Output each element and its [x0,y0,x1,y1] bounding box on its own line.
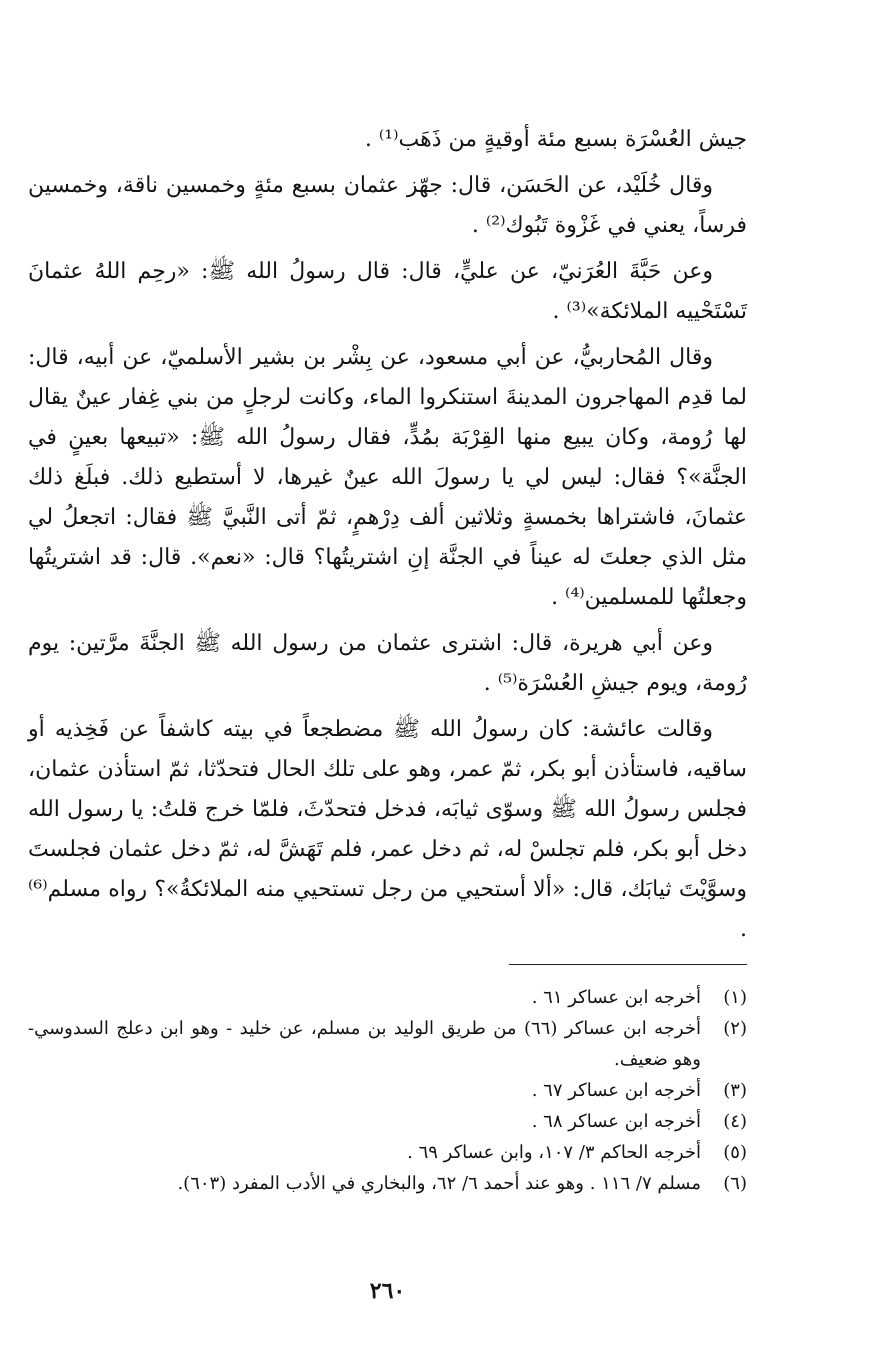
footnote-text: أخرجه الحاكم ٣/ ١٠٧، وابن عساكر ٦٩ . [407,1142,701,1163]
footnote-text: أخرجه ابن عساكر ٦٧ . [531,1080,701,1101]
footnote-6 [28,1168,747,1199]
footnote-4 [28,1106,747,1137]
main-text [28,120,747,950]
paragraph-5: وعن أبي هريرة، قال: اشترى عثمان من رسول الله ﷺ الجنَّةَ مرَّتين: يوم رُومة، ويوم جيشِ العُسْرَة⁽⁵⁾ . [28,631,747,696]
footnote-text: أخرجه ابن عساكر ٦٨ . [531,1111,701,1132]
footnote-number: (٤) [723,1111,747,1132]
footnote-number: (٣) [723,1080,747,1101]
paragraph-1: جيش العُسْرَة بسبع مئة أوقيةٍ من ذَهَب⁽¹⁾ . [364,127,747,152]
paragraph-2: وقال خُلَيْد، عن الحَسَن، قال: جهّز عثمان بسبع مئةٍ وخمسين ناقة، وخمسين فرساً، يعني في غَزْوة تَبُوك⁽²⁾ . [28,173,747,238]
footnote-text: أخرجه ابن عساكر ٦١ . [531,987,701,1008]
paragraph-4: وقال المُحاربيُّ، عن أبي مسعود، عن بِشْر بن بشير الأسلميّ، عن أبيه، قال: لما قدِم المهاجرون المدينةَ استنكروا الماء، وكانت لرجلٍ من بني غِفار عينٌ يقال لها رُومة، وكان يبيع منها القِرْبَة بمُدٍّ، فقال رسولُ الله ﷺ: «تبيعها بعينٍ في الجنَّة»؟ فقال: ليس لي يا رسولَ الله عينٌ غيرها، لا أستطيع ذلك. فبلَغ ذلك عثمانَ، فاشتراها بخمسةٍ وثلاثين ألف دِرْهمٍ، ثمّ أتى النَّبيَّ ﷺ فقال: اتجعلُ لي مثل الذي جعلتَ له عيناً في الجنَّة إنِ اشتريتُها؟ قال: «نعم». قال: قد اشتريتُها وجعلتُها للمسلمين⁽⁴⁾ . [28,345,747,610]
paragraph-3: وعن حَبَّةَ العُرَنيّ، عن عليٍّ، قال: قال رسولُ الله ﷺ: «رحِم اللهُ عثمانَ تَسْتَحْييه الملائكة»⁽³⁾ . [28,259,747,324]
footnote-5 [28,1137,747,1168]
footnote-number: (٢) [723,1018,747,1039]
book-page [28,120,747,1370]
footnote-number: (٦) [723,1173,747,1194]
footnote-text: مسلم ٧/ ١١٦ . وهو عند أحمد ٦/ ٦٢، والبخاري في الأدب المفرد (٦٠٣). [177,1173,701,1194]
footnote-text: أخرجه ابن عساكر (٦٦) من طريق الوليد بن مسلم، عن خليد - وهو ابن دعلج السدوسي- وهو ضعيف. [28,1018,701,1070]
footnote-1 [28,982,747,1013]
footnote-number: (١) [723,987,747,1008]
footnote-number: (٥) [723,1142,747,1163]
footnotes [28,982,747,1199]
footnote-2 [28,1013,747,1075]
footnote-separator [509,964,747,965]
footnote-3 [28,1075,747,1106]
page-number: ٢٦٠ [369,1278,406,1304]
paragraph-6: وقالت عائشة: كان رسولُ الله ﷺ مضطجعاً في بيته كاشفاً عن فَخِذيه أو ساقيه، فاستأذن أبو بكر، ثمّ عمر، وهو على تلك الحال فتحدّثا، ثمّ استأذن عثمان، فجلس رسولُ الله ﷺ وسوّى ثيابَه، فدخل فتحدّثَ، فلمّا خرج قلتُ: يا رسول الله دخل أبو بكر، فلم تجلسْ له، ثم دخل عمر، فلم تَهَشَّ له، ثمّ دخل عثمان فجلستَ وسوَّيْتَ ثيابَك، قال: «ألا أستحيي من رجل تستحيي منه الملائكةُ»؟ رواه مسلم⁽⁶⁾ . [28,717,747,942]
